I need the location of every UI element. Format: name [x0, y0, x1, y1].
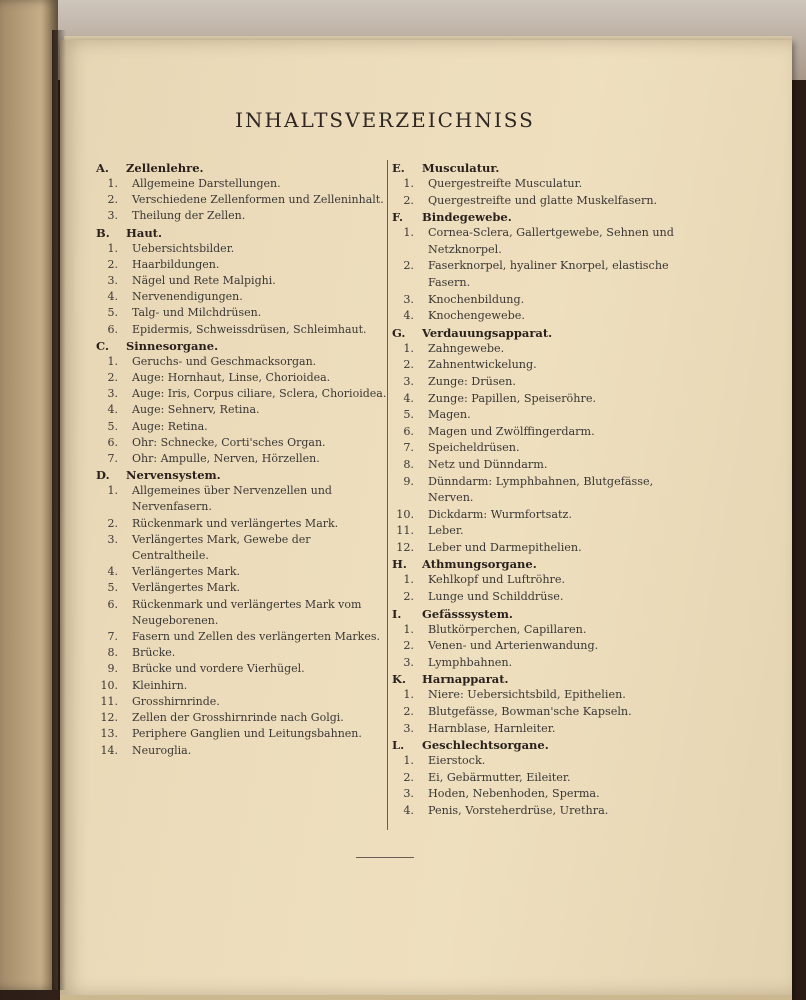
toc-entry: [96, 710, 388, 726]
entry-number: 1.: [403, 754, 414, 768]
toc-section: [96, 467, 388, 758]
section-title: Bindegewebe.: [422, 210, 512, 225]
entry-number: 6.: [107, 435, 118, 449]
entry-number: 11.: [396, 524, 414, 538]
entry-number: 2.: [107, 516, 118, 530]
entry-number: 4.: [107, 290, 118, 304]
entry-text: Nägel und Rete Malpighi.: [132, 274, 276, 288]
section-items: [392, 176, 692, 209]
entry-number: 1.: [403, 341, 414, 355]
entry-number: 10.: [396, 507, 414, 521]
toc-section: [96, 225, 388, 338]
toc-entry: [392, 687, 692, 704]
toc-entry: [392, 193, 692, 210]
toc-entry: [96, 176, 388, 192]
entry-text: Allgemeines über Nervenzellen und Nervenfasern.: [132, 484, 332, 514]
toc-entry: [392, 258, 692, 291]
toc-entry: [96, 516, 388, 532]
toc-entry: [96, 580, 388, 596]
entry-number: 8.: [107, 646, 118, 660]
entry-number: 1.: [403, 688, 414, 702]
entry-number: 9.: [403, 474, 414, 488]
entry-number: 4.: [107, 403, 118, 417]
toc-section: [392, 325, 692, 557]
toc-entry: [392, 655, 692, 672]
toc-section: [96, 338, 388, 467]
section-items: [96, 176, 388, 225]
entry-text: Epidermis, Schweissdrüsen, Schleimhaut.: [132, 322, 367, 336]
entry-number: 2.: [107, 371, 118, 385]
entry-text: Zahnentwickelung.: [428, 358, 537, 372]
entry-text: Knochenbildung.: [428, 292, 525, 306]
toc-entry: [96, 402, 388, 418]
toc-entry: [392, 638, 692, 655]
entry-number: 1.: [107, 241, 118, 255]
entry-number: 10.: [100, 678, 118, 692]
toc-entry: [392, 704, 692, 721]
toc-entry: [96, 273, 388, 289]
entry-number: 2.: [403, 358, 414, 372]
entry-number: 2.: [107, 257, 118, 271]
section-title: Athmungsorgane.: [422, 557, 537, 572]
entry-number: 7.: [107, 452, 118, 466]
column-divider: [387, 160, 388, 830]
entry-text: Uebersichtsbilder.: [132, 241, 235, 255]
toc-section: [392, 606, 692, 672]
toc-section: [392, 209, 692, 325]
entry-number: 3.: [403, 721, 414, 735]
section-heading: [392, 737, 692, 753]
entry-text: Quergestreifte und glatte Muskelfasern.: [428, 193, 658, 207]
section-heading: [392, 325, 692, 341]
entry-text: Brücke und vordere Vierhügel.: [132, 662, 305, 676]
bottom-rule: [356, 857, 414, 858]
entry-text: Allgemeine Darstellungen.: [132, 177, 281, 190]
entry-number: 2.: [403, 259, 414, 273]
entry-number: 3.: [107, 532, 118, 546]
entry-number: 13.: [100, 727, 118, 741]
toc-entry: [96, 629, 388, 645]
entry-text: Faserknorpel, hyaliner Knorpel, elastische Fasern.: [428, 259, 669, 289]
entry-text: Dickdarm: Wurmfortsatz.: [428, 507, 572, 521]
section-letter: A.: [96, 161, 109, 175]
toc-entry: [96, 370, 388, 386]
toc-section: [392, 737, 692, 819]
toc-entry: [96, 645, 388, 661]
toc-entry: [392, 225, 692, 258]
toc-section: [392, 160, 692, 209]
entry-number: 2.: [107, 193, 118, 207]
section-items: [392, 225, 692, 325]
section-heading: [96, 338, 388, 354]
entry-text: Verlängertes Mark.: [132, 581, 240, 595]
entry-number: 5.: [403, 408, 414, 422]
entry-text: Hoden, Nebenhoden, Sperma.: [428, 787, 600, 801]
entry-number: 7.: [403, 441, 414, 455]
entry-number: 3.: [107, 387, 118, 401]
entry-text: Cornea-Sclera, Gallertgewebe, Sehnen und Netzknorpel.: [428, 226, 674, 256]
entry-text: Auge: Sehnerv, Retina.: [132, 403, 260, 417]
entry-number: 3.: [403, 374, 414, 388]
section-heading: [392, 671, 692, 687]
entry-text: Kehlkopf und Luftröhre.: [428, 573, 566, 587]
toc-entry: [392, 374, 692, 391]
entry-text: Magen und Zwölffingerdarm.: [428, 424, 595, 438]
section-title: Geschlechtsorgane.: [422, 738, 549, 753]
entry-text: Harnblase, Harnleiter.: [428, 721, 556, 735]
entry-text: Zellen der Grosshirnrinde nach Golgi.: [132, 711, 344, 725]
toc-section: [392, 556, 692, 605]
entry-text: Dünndarm: Lymphbahnen, Blutgefässe, Nerven.: [428, 474, 654, 505]
toc-entry: [96, 597, 388, 629]
entry-number: 6.: [107, 322, 118, 336]
toc-entry: [96, 322, 388, 338]
entry-number: 1.: [107, 354, 118, 368]
toc-entry: [392, 523, 692, 540]
entry-text: Leber und Darmepithelien.: [428, 540, 582, 554]
section-title: Haut.: [126, 225, 162, 240]
section-items: [392, 341, 692, 557]
toc-entry: [96, 451, 388, 467]
entry-text: Rückenmark und verlängertes Mark.: [132, 516, 339, 530]
entry-text: Zunge: Drüsen.: [428, 374, 516, 388]
toc-entry: [96, 192, 388, 208]
entry-number: 1.: [403, 177, 414, 190]
toc-entry: [96, 532, 388, 564]
entry-number: 1.: [403, 622, 414, 636]
toc-section: [96, 160, 388, 225]
entry-text: Penis, Vorsteherdrüse, Urethra.: [428, 804, 609, 817]
entry-text: Auge: Hornhaut, Linse, Chorioidea.: [132, 371, 331, 385]
entry-text: Fasern und Zellen des verlängerten Markes.: [132, 630, 380, 644]
toc-entry: [392, 622, 692, 639]
section-heading: [96, 467, 388, 483]
section-title: Sinnesorgane.: [126, 338, 219, 353]
entry-number: 8.: [403, 457, 414, 471]
entry-number: 1.: [403, 573, 414, 587]
toc-entry: [96, 419, 388, 435]
entry-number: 4.: [403, 391, 414, 405]
section-letter: L.: [392, 738, 405, 753]
toc-entry: [96, 386, 388, 402]
entry-text: Verschiedene Zellenformen und Zelleninhalt.: [132, 193, 384, 207]
toc-entry: [96, 483, 388, 515]
page-title: INHALTSVERZEICHNISS: [235, 108, 535, 132]
entry-text: Quergestreifte Musculatur.: [428, 177, 583, 190]
section-items: [96, 483, 388, 758]
toc-entry: [392, 770, 692, 787]
entry-text: Leber.: [428, 524, 464, 538]
toc-entry: [96, 354, 388, 370]
section-items: [96, 241, 388, 338]
entry-text: Venen- und Arterienwandung.: [428, 639, 599, 653]
entry-text: Blutkörperchen, Capillaren.: [428, 622, 587, 636]
entry-number: 2.: [403, 193, 414, 207]
section-letter: I.: [392, 606, 402, 621]
toc-entry: [392, 753, 692, 770]
entry-number: 14.: [100, 743, 118, 757]
entry-number: 12.: [100, 711, 118, 725]
section-letter: F.: [392, 210, 404, 225]
entry-text: Speicheldrüsen.: [428, 441, 520, 455]
section-items: [392, 687, 692, 737]
toc-entry: [96, 241, 388, 257]
entry-number: 2.: [403, 639, 414, 653]
entry-number: 3.: [403, 655, 414, 669]
toc-entry: [96, 678, 388, 694]
entry-number: 1.: [107, 484, 118, 498]
entry-number: 2.: [403, 705, 414, 719]
entry-number: 5.: [107, 581, 118, 595]
entry-number: 2.: [403, 770, 414, 784]
entry-text: Knochengewebe.: [428, 309, 525, 323]
entry-number: 4.: [403, 309, 414, 323]
entry-number: 4.: [107, 565, 118, 579]
section-letter: K.: [392, 672, 406, 687]
toc-entry: [96, 435, 388, 451]
toc-entry: [96, 726, 388, 742]
toc-entry: [392, 357, 692, 374]
left-page-edge: [0, 0, 58, 990]
entry-text: Theilung der Zellen.: [132, 209, 246, 223]
entry-text: Eierstock.: [428, 754, 486, 768]
entry-number: 9.: [107, 662, 118, 676]
entry-text: Auge: Iris, Corpus ciliare, Sclera, Chorioidea.: [132, 387, 387, 401]
toc-entry: [392, 391, 692, 408]
entry-number: 6.: [107, 597, 118, 611]
section-title: Gefässsystem.: [422, 606, 513, 621]
section-title: Musculatur.: [422, 161, 500, 175]
section-heading: [96, 160, 388, 176]
toc-entry: [392, 540, 692, 557]
toc-entry: [96, 289, 388, 305]
toc-entry: [96, 661, 388, 677]
toc-entry: [96, 208, 388, 224]
entry-text: Periphere Ganglien und Leitungsbahnen.: [132, 727, 362, 741]
entry-number: 3.: [107, 209, 118, 223]
entry-number: 3.: [403, 787, 414, 801]
entry-text: Kleinhirn.: [132, 678, 188, 692]
section-letter: H.: [392, 557, 407, 572]
entry-number: 3.: [403, 292, 414, 306]
entry-text: Verlängertes Mark, Gewebe der Centraltheile.: [132, 532, 311, 563]
entry-number: 3.: [107, 274, 118, 288]
entry-text: Auge: Retina.: [132, 419, 208, 433]
entry-text: Geruchs- und Geschmacksorgan.: [132, 354, 317, 368]
entry-text: Lunge und Schilddrüse.: [428, 590, 564, 604]
entry-number: 5.: [107, 419, 118, 433]
toc-entry: [392, 457, 692, 474]
toc-section: [392, 671, 692, 737]
toc-entry: [96, 305, 388, 321]
toc-entry: [392, 589, 692, 606]
entry-text: Niere: Uebersichtsbild, Epithelien.: [428, 688, 626, 702]
entry-text: Ohr: Ampulle, Nerven, Hörzellen.: [132, 452, 320, 466]
toc-entry: [392, 572, 692, 589]
entry-text: Brücke.: [132, 646, 176, 660]
toc-entry: [96, 743, 388, 759]
entry-number: 6.: [403, 424, 414, 438]
entry-number: 12.: [396, 540, 414, 554]
entry-text: Grosshirnrinde.: [132, 694, 220, 708]
section-heading: [392, 556, 692, 572]
section-letter: C.: [96, 338, 109, 353]
section-letter: E.: [392, 161, 405, 175]
left-column: [96, 160, 388, 759]
entry-number: 4.: [403, 804, 414, 817]
section-letter: B.: [96, 225, 110, 240]
toc-entry: [392, 474, 692, 507]
entry-text: Nervenendigungen.: [132, 290, 243, 304]
entry-number: 1.: [403, 226, 414, 240]
section-heading: [96, 225, 388, 241]
toc-entry: [392, 308, 692, 325]
entry-number: 7.: [107, 630, 118, 644]
toc-entry: [392, 407, 692, 424]
section-heading: [392, 606, 692, 622]
toc-entry: [96, 694, 388, 710]
section-letter: D.: [96, 468, 110, 483]
entry-text: Zahngewebe.: [428, 341, 505, 355]
entry-number: 2.: [403, 590, 414, 604]
section-letter: G.: [392, 325, 406, 340]
right-column: [392, 160, 692, 820]
section-title: Verdauungsapparat.: [422, 325, 553, 340]
entry-text: Rückenmark und verlängertes Mark vom Neugeborenen.: [132, 597, 362, 627]
toc-entry: [392, 507, 692, 524]
entry-text: Blutgefässe, Bowman'sche Kapseln.: [428, 705, 632, 719]
entry-number: 5.: [107, 306, 118, 320]
entry-text: Ohr: Schnecke, Corti'sches Organ.: [132, 435, 326, 449]
toc-entry: [392, 803, 692, 820]
spine-shadow: [52, 30, 66, 990]
entry-number: 1.: [107, 177, 118, 190]
entry-number: 11.: [100, 694, 118, 708]
toc-entry: [96, 257, 388, 273]
entry-text: Haarbildungen.: [132, 257, 220, 271]
section-items: [96, 354, 388, 467]
toc-entry: [392, 292, 692, 309]
toc-entry: [392, 721, 692, 738]
section-title: Zellenlehre.: [126, 161, 204, 175]
entry-text: Lymphbahnen.: [428, 655, 513, 669]
entry-text: Neuroglia.: [132, 743, 192, 757]
entry-text: Magen.: [428, 408, 471, 422]
entry-text: Netz und Dünndarm.: [428, 457, 548, 471]
entry-text: Talg- und Milchdrüsen.: [132, 306, 262, 320]
toc-entry: [392, 176, 692, 193]
toc-entry: [392, 341, 692, 358]
toc-entry: [392, 424, 692, 441]
entry-text: Ei, Gebärmutter, Eileiter.: [428, 770, 571, 784]
toc-entry: [392, 786, 692, 803]
section-items: [392, 753, 692, 819]
section-title: Harnapparat.: [422, 672, 509, 687]
toc-entry: [96, 564, 388, 580]
section-items: [392, 622, 692, 672]
section-items: [392, 572, 692, 605]
entry-text: Zunge: Papillen, Speiseröhre.: [428, 391, 597, 405]
entry-text: Verlängertes Mark.: [132, 565, 240, 579]
section-heading: [392, 209, 692, 225]
section-title: Nervensystem.: [126, 468, 221, 483]
toc-entry: [392, 440, 692, 457]
section-heading: [392, 160, 692, 176]
